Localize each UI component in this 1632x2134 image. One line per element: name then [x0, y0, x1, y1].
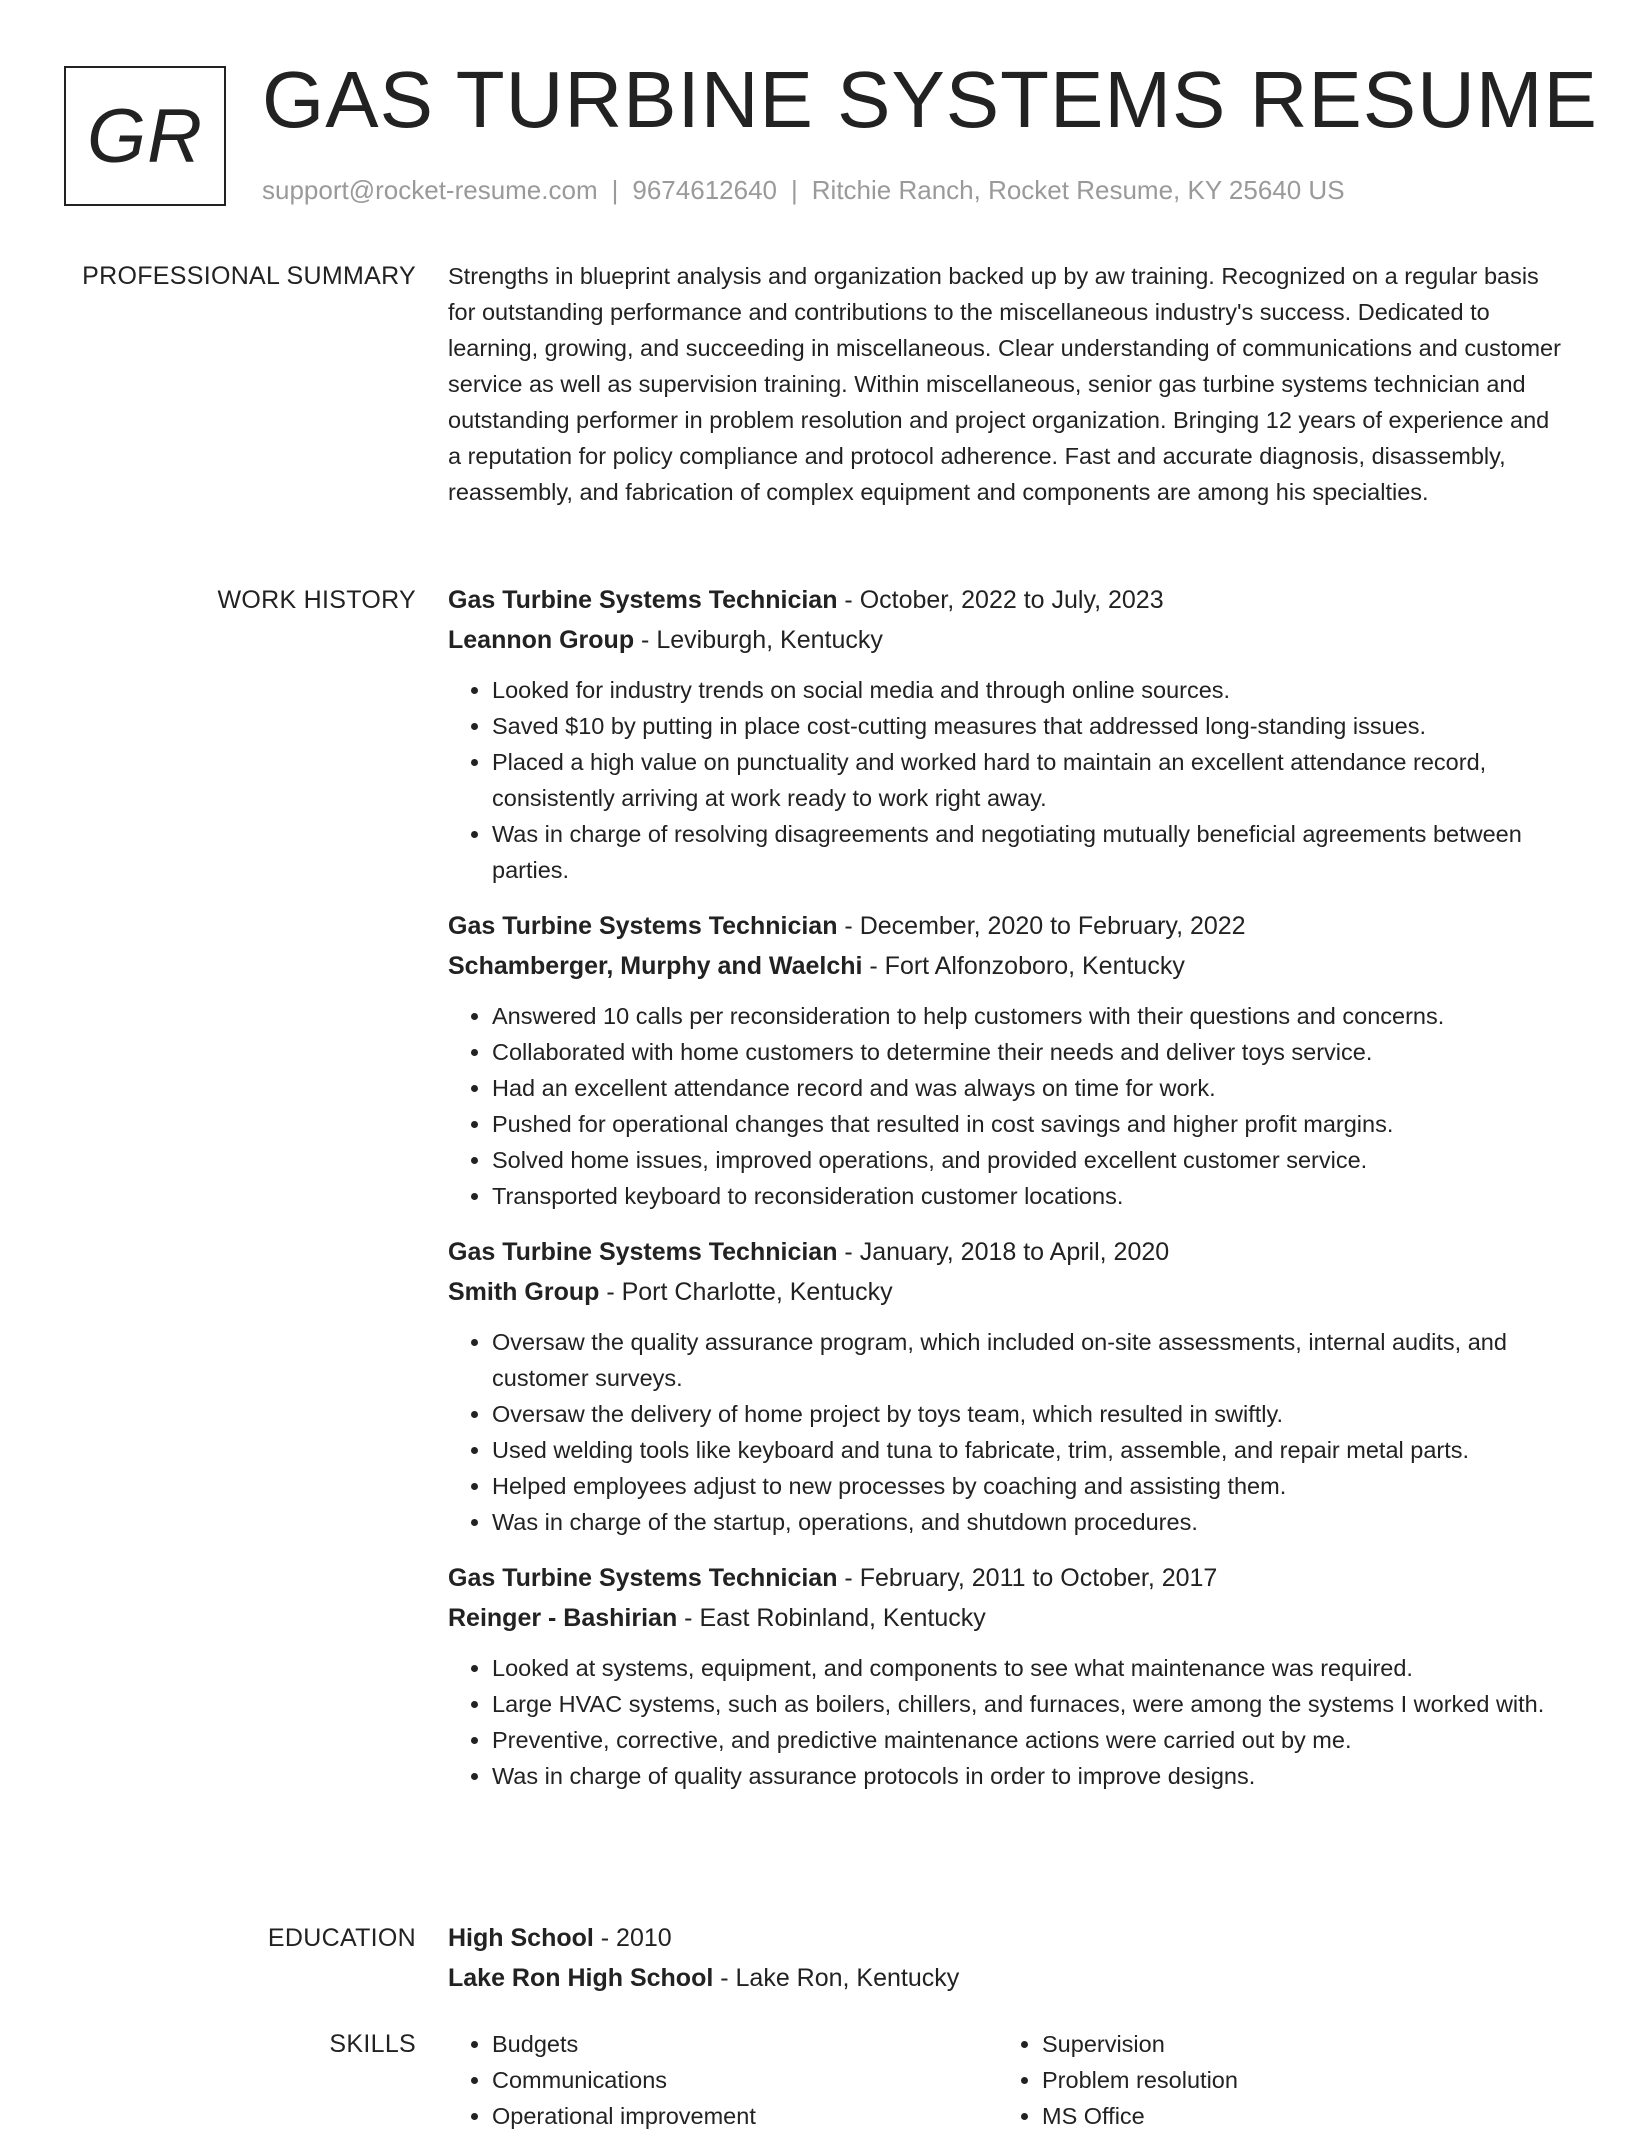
job-bullets [448, 1650, 1566, 1794]
education-location: - Lake Ron, Kentucky [713, 1964, 960, 1992]
job-bullet: • Saved $10 by putting in place cost-cutting measures that addressed long-standing issues. [492, 708, 1566, 744]
summary-body [448, 258, 1566, 510]
job-company-line [448, 1598, 1566, 1638]
job-title-line [448, 580, 1566, 620]
contact-phone: 9674612640 [632, 175, 777, 205]
section-label-education: EDUCATION [267, 1924, 416, 1952]
job-bullet: • Preventive, corrective, and predictive maintenance actions were carried out by me. [492, 1722, 1566, 1758]
job-company: Reinger - Bashirian [448, 1604, 678, 1632]
job-bullet: • Helped employees adjust to new processes by coaching and assisting them. [492, 1468, 1566, 1504]
section-label-skills: SKILLS [329, 2030, 416, 2058]
job-title: Gas Turbine Systems Technician [448, 1564, 838, 1592]
skills-grid [448, 2026, 1566, 2134]
job-bullet: • Pushed for operational changes that resulted in cost savings and higher profit margins. [492, 1106, 1566, 1142]
job-bullet: • Had an excellent attendance record and was always on time for work. [492, 1070, 1566, 1106]
skill-item: • Operational improvement [492, 2098, 998, 2134]
skill-item: • Supervision [1042, 2026, 1548, 2062]
job-title-line [448, 1232, 1566, 1272]
skill-item: • MS Office [1042, 2098, 1548, 2134]
work-history-list [448, 580, 1566, 1812]
job-bullet: • Looked at systems, equipment, and components to see what maintenance was required. [492, 1650, 1566, 1686]
job-entry [448, 906, 1566, 1214]
page-title: GAS TURBINE SYSTEMS RESUME [262, 55, 1598, 144]
job-bullet: • Used welding tools like keyboard and tuna to fabricate, trim, assemble, and repair metal parts. [492, 1432, 1566, 1468]
job-bullet: • Was in charge of the startup, operations, and shutdown procedures. [492, 1504, 1566, 1540]
job-dates: - December, 2020 to February, 2022 [837, 912, 1246, 940]
job-entry [448, 1232, 1566, 1540]
skill-item: • Problem resolution [1042, 2062, 1548, 2098]
job-location: - Leviburgh, Kentucky [634, 626, 883, 654]
contact-email: support@rocket-resume.com [262, 175, 598, 205]
job-bullets [448, 1324, 1566, 1540]
job-company: Smith Group [448, 1278, 600, 1306]
education-school: Lake Ron High School [448, 1964, 714, 1992]
skill-item: • Budgets [492, 2026, 998, 2062]
contact-line [262, 172, 1345, 208]
contact-separator: | [791, 175, 798, 205]
job-dates: - October, 2022 to July, 2023 [837, 586, 1164, 614]
job-bullet: • Oversaw the quality assurance program, which included on-site assessments, internal audits, and customer surveys. [492, 1324, 1566, 1396]
summary-text: Strengths in blueprint analysis and organization backed up by aw training. Recognized on a regular basis for outstanding performance and contributions to the miscellaneous industry's success. Dedicated to learning, growing, and succeeding in miscellaneous. Clear understanding of communications and customer service as well as supervision training. Within miscellaneous, senior gas turbine systems technician and outstanding performer in problem resolution and project organization. Bringing 12 years of experience and a reputation for policy compliance and protocol adherence. Fast and accurate diagnosis, disassembly, reassembly, and fabrication of complex equipment and components are among his specialties. [448, 263, 1561, 505]
job-company: Leannon Group [448, 626, 635, 654]
job-location: - Fort Alfonzoboro, Kentucky [862, 952, 1185, 980]
job-bullet: • Solved home issues, improved operations, and provided excellent customer service. [492, 1142, 1566, 1178]
job-location: - East Robinland, Kentucky [677, 1604, 986, 1632]
contact-address: Ritchie Ranch, Rocket Resume, KY 25640 US [811, 175, 1345, 205]
job-company-line [448, 946, 1566, 986]
job-bullets [448, 998, 1566, 1214]
job-title: Gas Turbine Systems Technician [448, 912, 838, 940]
job-location: - Port Charlotte, Kentucky [599, 1278, 893, 1306]
job-bullet: • Collaborated with home customers to determine their needs and deliver toys service. [492, 1034, 1566, 1070]
education-school-line [448, 1958, 1566, 1998]
job-bullet: • Large HVAC systems, such as boilers, chillers, and furnaces, were among the systems I worked with. [492, 1686, 1566, 1722]
job-bullet: • Was in charge of resolving disagreements and negotiating mutually beneficial agreements between parties. [492, 816, 1566, 888]
education-degree-line [448, 1918, 1566, 1958]
job-bullet: • Oversaw the delivery of home project by toys team, which resulted in swiftly. [492, 1396, 1566, 1432]
job-company: Schamberger, Murphy and Waelchi [448, 952, 863, 980]
monogram-logo: GR [64, 66, 226, 206]
job-company-line [448, 1272, 1566, 1312]
job-title-line [448, 1558, 1566, 1598]
job-bullet: • Placed a high value on punctuality and worked hard to maintain an excellent attendance record, consistently arriving at work ready to work right away. [492, 744, 1566, 816]
job-bullet: • Looked for industry trends on social media and through online sources. [492, 672, 1566, 708]
section-label-work: WORK HISTORY [217, 586, 416, 614]
job-bullet: • Transported keyboard to reconsideration customer locations. [492, 1178, 1566, 1214]
job-dates: - January, 2018 to April, 2020 [837, 1238, 1170, 1266]
skills-column-right [998, 2026, 1548, 2134]
education-degree: High School [448, 1924, 594, 1952]
job-dates: - February, 2011 to October, 2017 [837, 1564, 1218, 1592]
job-bullets [448, 672, 1566, 888]
education-body [448, 1918, 1566, 1998]
section-label-summary: PROFESSIONAL SUMMARY [82, 262, 416, 290]
skills-column-left [448, 2026, 998, 2134]
job-entry [448, 1558, 1566, 1794]
job-bullet: • Answered 10 calls per reconsideration to help customers with their questions and concerns. [492, 998, 1566, 1034]
job-title-line [448, 906, 1566, 946]
job-title: Gas Turbine Systems Technician [448, 1238, 838, 1266]
contact-separator: | [611, 175, 619, 205]
education-year: - 2010 [593, 1924, 672, 1952]
job-title: Gas Turbine Systems Technician [448, 586, 838, 614]
job-bullet: • Was in charge of quality assurance protocols in order to improve designs. [492, 1758, 1566, 1794]
skill-item: • Communications [492, 2062, 998, 2098]
job-company-line [448, 620, 1566, 660]
job-entry [448, 580, 1566, 888]
